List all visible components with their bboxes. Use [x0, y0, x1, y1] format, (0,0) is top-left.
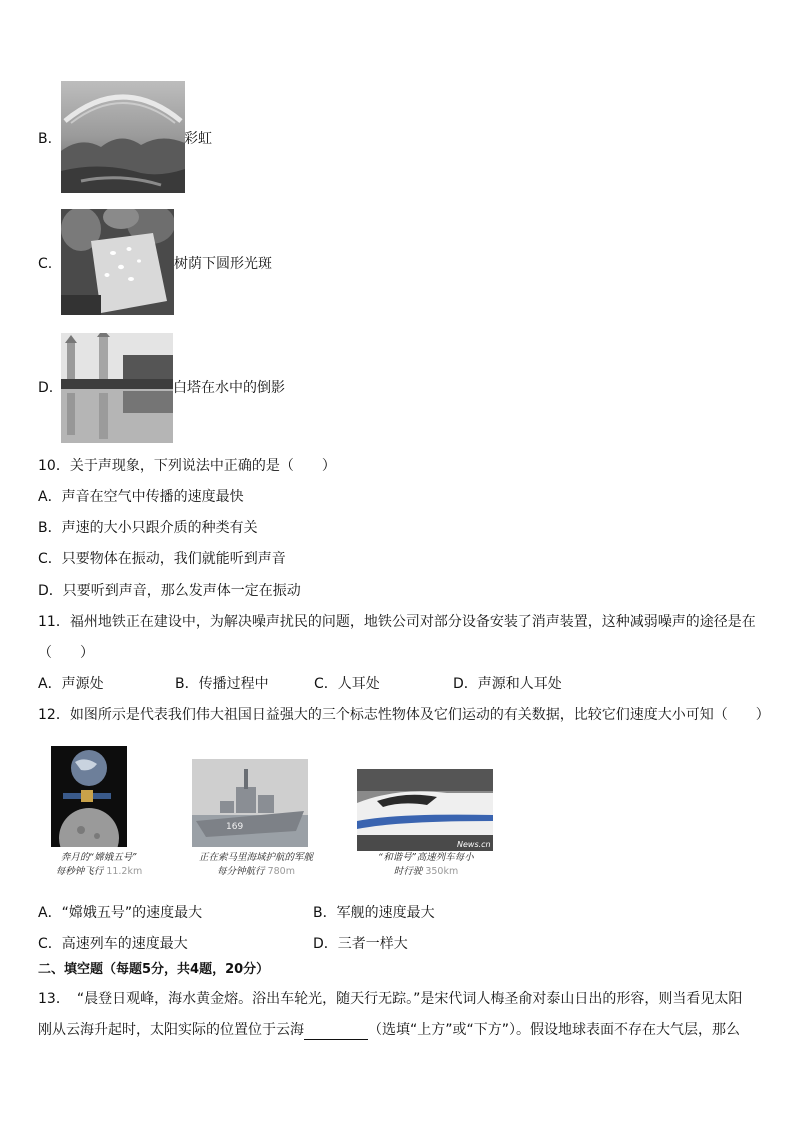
q11-stem-line1: 11．福州地铁正在建设中，为解决噪声扰民的问题，地铁公司对部分设备安装了消声装置，这种减弱噪声的途径是在: [38, 614, 756, 630]
option-d-letter: D.: [38, 380, 54, 396]
svg-text:169: 169: [226, 822, 244, 832]
q11-option-d: D．声源和人耳处: [453, 676, 562, 692]
news-watermark: News.cn: [457, 840, 491, 849]
q12-option-c: C．高速列车的速度最大: [38, 936, 188, 952]
q11-option-c: C．人耳处: [314, 676, 380, 692]
fig1-value: 11.2km: [106, 866, 143, 877]
fig3-caption: [358, 851, 494, 879]
white-pagoda-reflection-photo: [61, 333, 173, 443]
q13-line2-before: 刚从云海升起时，太阳实际的位置位于云海: [38, 1022, 304, 1038]
q11-option-a: A．声源处: [38, 676, 104, 692]
q12-option-a: A．“嫦娥五号”的速度最大: [38, 905, 203, 921]
option-c-caption: 树荫下圆形光斑: [174, 256, 272, 272]
warship-photo: [192, 759, 308, 847]
option-d-caption: 白塔在水中的倒影: [173, 380, 285, 396]
q10-option-c: C．只要物体在振动，我们就能听到声音: [38, 551, 286, 567]
q13-line2: [38, 1020, 740, 1040]
option-b-caption: 彩虹: [184, 131, 212, 147]
option-b-letter: B.: [38, 131, 53, 147]
q13-answer-blank[interactable]: [304, 1025, 368, 1040]
q12-option-b: B．军舰的速度最大: [313, 905, 435, 921]
fig2-caption-line2: 每分钟航行: [217, 866, 265, 877]
q12-option-d: D．三者一样大: [313, 936, 408, 952]
tree-shade-light-spots-photo: [61, 209, 174, 315]
q12-stem: 12．如图所示是代表我们伟大祖国日益强大的三个标志性物体及它们运动的有关数据，比较它们速度大小可知（ ）: [38, 707, 770, 723]
section2-title: 二、填空题（每题5分，共4题，20分）: [38, 962, 270, 977]
q13-line2-after: （选填“上方”或“下方”）。假设地球表面不存在大气层，那么: [368, 1022, 741, 1038]
fig2-value: 780m: [267, 866, 295, 877]
q11-option-b: B．传播过程中: [175, 676, 269, 692]
q11-stem-line2: （ ）: [38, 645, 94, 661]
fig3-caption-line2: 时行驶: [393, 866, 423, 877]
fig1-caption: [40, 851, 158, 879]
q10-option-a: A．声音在空气中传播的速度最快: [38, 489, 244, 505]
fig3-value: 350km: [425, 866, 459, 877]
fig3-caption-line1: “和谐号”高速列车每小: [378, 852, 474, 863]
q10-option-d: D．只要听到声音，那么发声体一定在振动: [38, 583, 301, 599]
option-c-letter: C.: [38, 256, 53, 272]
chang-e-5-satellite-photo: [51, 746, 127, 847]
rainbow-photo: [61, 81, 185, 193]
q10-stem: 10．关于声现象，下列说法中正确的是（ ）: [38, 458, 336, 474]
fig2-caption-line1: 正在索马里海域护航的军舰: [198, 852, 313, 863]
fig1-caption-line1: 奔月的“嫦娥五号”: [60, 852, 138, 863]
q10-option-b: B．声速的大小只跟介质的种类有关: [38, 520, 258, 536]
high-speed-train-photo: [357, 769, 493, 851]
q13-line1: 13． “晨登日观峰，海水黄金熔。浴出车轮光，随天行无踪。”是宋代词人梅圣俞对泰山日出的形容，则当看见太阳: [38, 991, 743, 1007]
fig2-caption: [182, 851, 330, 879]
fig1-caption-line2: 每秒钟飞行: [55, 866, 104, 877]
